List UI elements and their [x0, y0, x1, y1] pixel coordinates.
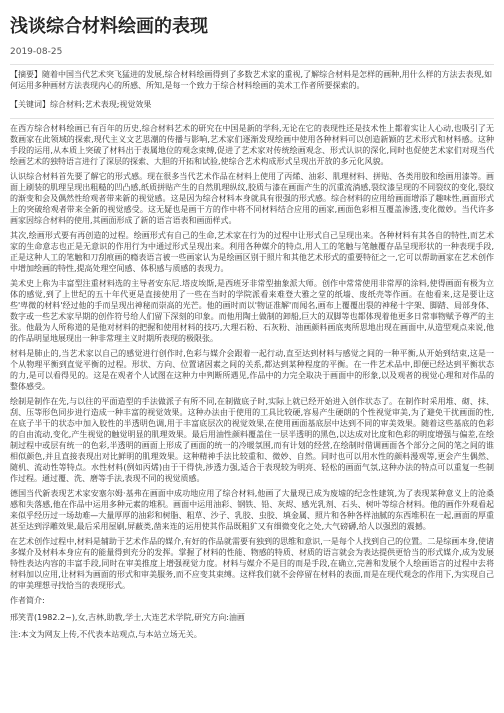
keywords: 【关键词】综合材料;艺术表现;视觉效果: [10, 100, 152, 109]
body-paragraph: 在艺术创作过程中,材料是辅助于艺术作品的媒介,有好的作品就需要有独到的思维和意识,一是每个人找到自己的位置。二是综画本身,使诸多媒介及材料本身应有的能量得到充分的发挥。掌握了材料的性能、物感的特质、材质的语言就会为表达提供更恰当的形式媒介,成为发展特性表达内容的丰富手段,同时在审美推度上增强视觉力度。材料与媒介不是目的而是手段,在确立,完善和发展个人绘画语言的过程中去将材料加以应用,让材料为画面的形式和审美服务,而不应变其束缚。这样我们就不会停留在材料的表面,而是在现代观念的作用下,为实现自己的审美理想寻找恰当的表现形式。: [10, 537, 494, 590]
abstract: 【摘要】随着中国当代艺术突飞猛进的发展,综合材料绘画得到了多数艺术家的重视,了解综合材料是怎样的画种,用什么样的方法去表现,如何运用多种画材方法表现内心的所感、所知,是每一个致力于综合材料绘画的美术工作者所要探索的。: [10, 70, 493, 90]
disclaimer-note: 注:本文为网友上传,不代表本站观点,与本站立场无关。: [10, 630, 202, 639]
body-paragraph: 其次,绘画形式要有再创造的过程。绘画形式有自己的生命,艺术家在行为的过程中让形式自己呈现出来。各种材料有其各自的特性,而艺术家的生命意志也正是无意识的作用行为中通过形式呈现出来。利用各种媒介的特点,用人工的笔触与笔触覆存品呈现形状的一种表现手段,正是这种人工的笔触和刀刮痕画的瘾表语言被一些画家认为是绘画区别于照片和其他艺术形式的重要特征之一,它可以帮助画家在艺术创作中增加绘画的特性,提高处理空间感、体积感与质感的表现力。: [10, 231, 494, 273]
body-paragraph: 在西方综合材料绘画已有百年的历史,综合材料艺术的研究在中国是新的学科,无论在它的表现性还是技术性上都着实让人心动,也吸引了无数画家在此领域的探索,现代主义文艺思潮的传播与影响,艺术家们逐渐发现绘画中使用各种材料可以创造新颖的艺术形式和材料感。这种手段的运用,从本质上突破了材料出于表属地位的观念束缚,促进了艺术家对传统绘画观念、形式认识的深化,同时也促使艺术家们对现当代绘画艺术的独特语言进行了深层的探索、大胆的开拓和试验,使综合艺术构成形式呈现出开放的多元化风貌。: [10, 124, 494, 166]
body-paragraph: 美术史上称为丰富型注重材料选的主导者安东尼.塔皮埃斯,是西班牙非常型抽象派大师。创作中常常使用非常厚的涂料,使得画面有极为立体的感觉,到了上世纪的五十年代更是直接使用了一些在当时的学院派看来难登大雅之堂的纸墙、废纸壳等作画。在他看来,这是要让这些'卑微的材料'经过他的手而呈现出神秘而崇高的光芒。他的画时而以'物证准解'而闻名,画布上覆覆出裂的神秘十字架、脚踏、局部身体、数字或一些艺术家早期的创作符号给人们留下深刻的印象。而他用陶土做制的卸船,巨大的双脚等也都体现着他更多日常事物赋予尊严的主张。他最为人所称道的是他对材料的把握和使用材料的技巧,大理石粉、石灰粉、油画颜料画底夷所思地出现在画面中,从造型观点来说,他的作品明显地展现出一种非常理主义时期所表现的极限张。: [10, 279, 494, 343]
article-title: 浅谈综合材料绘画的表现: [10, 16, 208, 37]
body-paragraph: 材料是肺止的,当艺术家以自己的感觉进行创作时,色彩与媒介会跟着一起行动,直至达到材料与感觉之间的一种平衡,从开始到结束,这是一个从物理平衡到直觉平衡的过程。形状、方向、位置诸因素之间的关系,都达到某种程度的平衡。在一件艺术品中,即便已经达到平衡状态的力,是可以看得见的。这是在观者个人试图在这种力中判断所遇见,作品中的力完全取决于画面中的形象,以及观者的视觉心理和对作品的整体感受。: [10, 349, 494, 391]
author-heading: 作者简介:: [10, 596, 45, 605]
author-detail: 邢笑青(1982.2~),女,吉林,助教,学士,大连艺术学院,研究方向:油画: [10, 613, 245, 622]
body-paragraph: 认识综合材料首先要了解它的形式感。现在很多当代艺术作品在材料上使用了丙烯、油彩、肌理材料、拼贴、各类用胶和绘画用漆等。画面上刷装的肌理呈现出粗糙的凹凸感,纸质拼贴产生的自然肌理纵纹,胶质与漆在画面产生的沉重流淌感,裂纹漆呈现的不同裂纹的变化,裂纹的渐变和会及偶然性给观者带来新的视觉感。这是因为综合材料本身就具有很强的形式感。综合材料的应用给画面增添了趣味性,画面形式上的突破给观者带来全新的视觉感受。这无疑也是画干方的作中将不同材料结合应用的画家,画面色彩相互覆盖渗透,变化微妙。当代许多画家因综合材料的使用,其画面形成了新的语言语表和画面样式。: [10, 172, 494, 225]
body-paragraph: 德国当代新表现艺术家安塞尔姆·基弗在画面中成功地应用了综合材料,他画了大量现已成为废墟的纪念性建筑,为了表现某种意义上的沧桑感和失落感,他在作品中运用多种元素的堆积。画面中运用油彩、钢铁、铅、灰烬、感光乳剂、石头、树叶等综合材料。他的画作外观看起来似乎经历过一场劫难—大量厚厚的油彩和树脂、粗草、沙子、乳胶、虫胶、填金属、照片和各种各样油腻的东西堆积在一起,画面的厚重甚至达到浮雕效果,最后采用屋刷,屏蔽类,凿来连的运用使其作品既粗犷又有细微变化之处,大气磅礴,给人以强烈的震撼。: [10, 489, 494, 531]
divider: [10, 64, 494, 65]
divider: [10, 118, 494, 119]
body-paragraph: 绘制是制作在先,与以往的平面造型的手法做派子有所不同,在制做底子时,实际上就已经开始进入创作状态了。在制作时采用堆、砌、抹、刮、压等形色同步进行造成一种丰富的视觉效果。这种办法由于使用的工具比较硬,容易产生硬朗的个性视觉审美,为了避免干扰画面的性,在底子半干的状态中加入胶性的半透明色调,用于丰富底层次的视觉效果,在使用画面基底层中达到不同的审美效果。随着这些基底的色彩的自由流动,变化,产生视觉的触觉明显的肌理效果。最后用油性颜料覆盖住一层半透明的黑色,以达成对比度和色彩的明度增强与偏差,在绘制过程中或层有统一的色彩,半透明的画面上形成了画面的统一的冷暖氛围,而有计划的经营,在绘制时借调画面各个部分之间的笔之间的谁相似颜色,并且直接表现出对比鲜明的肌理效果。这种精神手法比较重和、微妙、自然。同时也可以用水性的颜料漫观等,更会产生偶然、随机、流动性等特点。水性材料(例如丙烯)由于干得快,涉透力强,适合于表现较为明亮、轻松的画面气氛,这种办法的特点可以重复一些制作过程。通过覆、洗、磨等手法,表现不同的视觉质感。: [10, 397, 494, 483]
article-date: 2019-08-25: [10, 47, 63, 57]
